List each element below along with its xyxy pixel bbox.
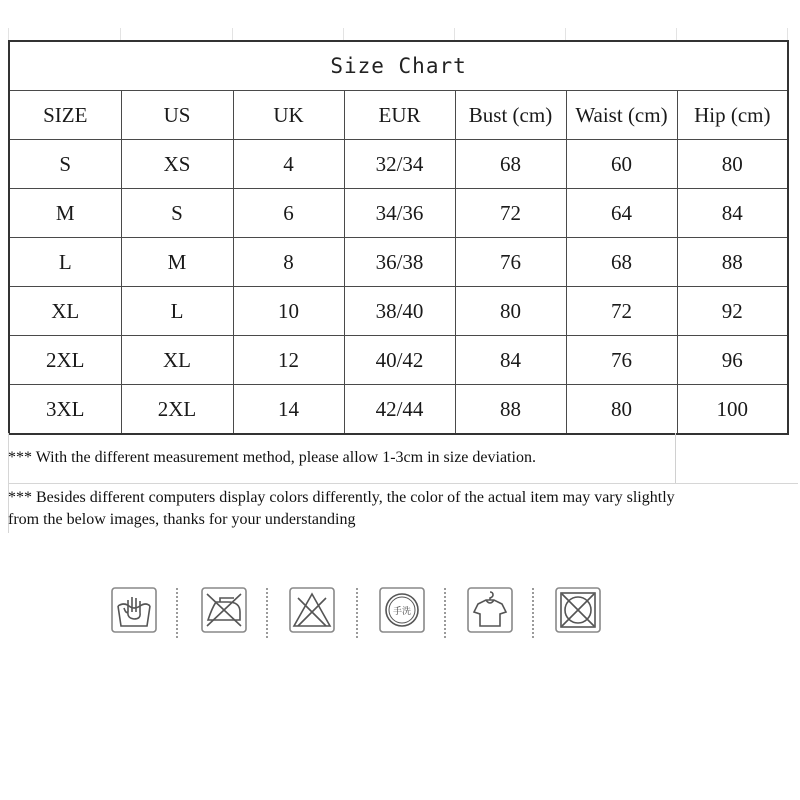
title-row (9, 41, 788, 91)
care-icon-separator (266, 588, 268, 638)
table-cell: 64 (566, 189, 677, 238)
table-cell: 42/44 (344, 385, 455, 435)
column-header: Hip (cm) (677, 91, 788, 140)
table-cell: 12 (233, 336, 344, 385)
table-cell: 68 (566, 238, 677, 287)
table-cell: S (9, 140, 121, 189)
care-instructions (110, 586, 610, 640)
column-header: SIZE (9, 91, 121, 140)
do-not-iron-icon (200, 586, 248, 634)
column-header: Waist (cm) (566, 91, 677, 140)
care-icon-separator (176, 588, 178, 638)
table-cell: 84 (677, 189, 788, 238)
table-row (9, 287, 788, 336)
table-cell: 80 (677, 140, 788, 189)
table-cell: L (9, 238, 121, 287)
table-row (9, 385, 788, 435)
color-note (8, 487, 798, 531)
table-cell: 2XL (9, 336, 121, 385)
color-note-line-1: *** Besides different computers display colors differently, the color of the actual item may vary slightly (8, 489, 675, 506)
table-cell: 34/36 (344, 189, 455, 238)
table-cell: 100 (677, 385, 788, 435)
care-icon-separator (444, 588, 446, 638)
size-chart-table (8, 40, 789, 435)
table-cell: 36/38 (344, 238, 455, 287)
table-cell: 3XL (9, 385, 121, 435)
table-cell: 38/40 (344, 287, 455, 336)
table-cell: 40/42 (344, 336, 455, 385)
care-label-text: 手洗 (392, 607, 412, 617)
hand-wash-label-icon (378, 586, 426, 634)
table-cell: 88 (455, 385, 566, 435)
table-cell: M (121, 238, 233, 287)
table-cell: 4 (233, 140, 344, 189)
table-cell: 6 (233, 189, 344, 238)
color-note-line-2: from the below images, thanks for your understanding (8, 511, 356, 528)
measurement-note: *** With the different measurement method, please allow 1-3cm in size deviation. (8, 447, 798, 484)
table-cell: 76 (455, 238, 566, 287)
column-header: US (121, 91, 233, 140)
table-row (9, 238, 788, 287)
table-cell: S (121, 189, 233, 238)
table-cell: 96 (677, 336, 788, 385)
table-cell: 80 (566, 385, 677, 435)
column-header: UK (233, 91, 344, 140)
hand-wash-icon (110, 586, 158, 634)
table-cell: XL (9, 287, 121, 336)
table-row (9, 189, 788, 238)
table-cell: 80 (455, 287, 566, 336)
table-cell: XL (121, 336, 233, 385)
table-row (9, 336, 788, 385)
table-cell: L (121, 287, 233, 336)
table-cell: 76 (566, 336, 677, 385)
table-cell: M (9, 189, 121, 238)
hang-dry-icon (466, 586, 514, 634)
do-not-bleach-icon (288, 586, 336, 634)
table-cell: 60 (566, 140, 677, 189)
do-not-tumble-dry-icon (554, 586, 602, 634)
table-cell: 14 (233, 385, 344, 435)
table-cell: 68 (455, 140, 566, 189)
column-header: Bust (cm) (455, 91, 566, 140)
table-row (9, 140, 788, 189)
table-cell: XS (121, 140, 233, 189)
table-cell: 84 (455, 336, 566, 385)
header-row (9, 91, 788, 140)
table-cell: 2XL (121, 385, 233, 435)
table-cell: 72 (566, 287, 677, 336)
care-icon-separator (532, 588, 534, 638)
table-cell: 92 (677, 287, 788, 336)
care-icon-separator (356, 588, 358, 638)
table-cell: 88 (677, 238, 788, 287)
table-cell: 10 (233, 287, 344, 336)
table-cell: 72 (455, 189, 566, 238)
table-cell: 8 (233, 238, 344, 287)
chart-title: Size Chart (9, 41, 788, 91)
table-cell: 32/34 (344, 140, 455, 189)
column-header: EUR (344, 91, 455, 140)
